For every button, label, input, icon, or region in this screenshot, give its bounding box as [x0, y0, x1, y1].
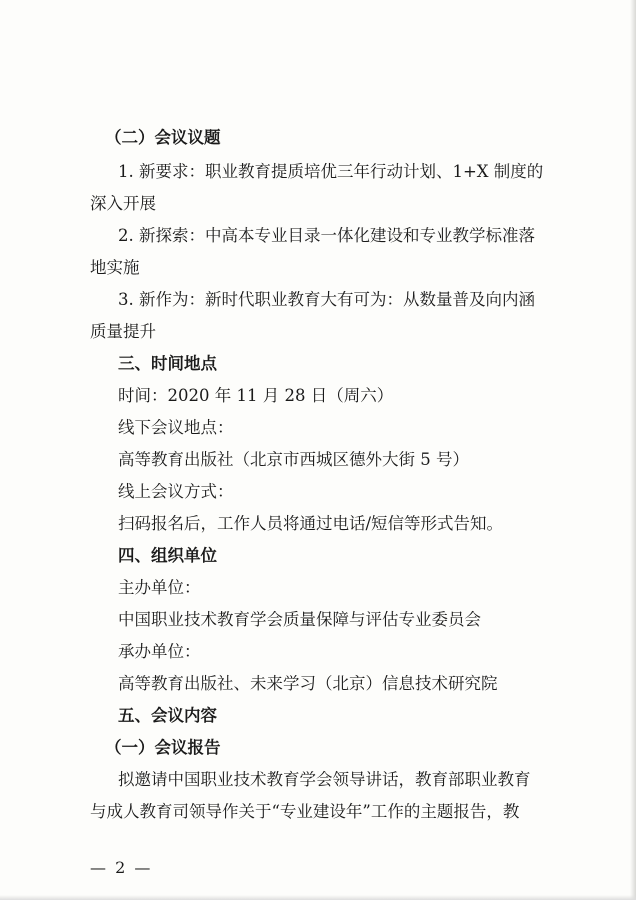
host-unit: 中国职业技术教育学会质量保障与评估专业委员会	[118, 610, 481, 629]
online-method: 扫码报名后，工作人员将通过电话/短信等形式告知。	[118, 514, 504, 533]
topic-item-1-line-2: 深入开展	[90, 194, 156, 213]
organizer-label: 承办单位：	[118, 642, 201, 661]
meeting-time: 时间：2020 年 11 月 28 日（周六）	[118, 386, 394, 405]
offline-location-label: 线下会议地点：	[118, 418, 234, 437]
topic-item-2-line-2: 地实施	[90, 258, 140, 277]
online-method-label: 线上会议方式：	[118, 482, 234, 501]
topic-item-1-line-1: 1. 新要求：职业教育提质培优三年行动计划、1+X 制度的	[118, 162, 544, 181]
scan-bottom-shadow	[0, 895, 636, 900]
topics-heading: （二）会议议题	[105, 128, 221, 147]
host-label: 主办单位：	[118, 578, 201, 597]
page-number: — 2 —	[90, 858, 153, 877]
topic-item-3-line-2: 质量提升	[90, 322, 156, 341]
report-paragraph-line-2: 与成人教育司领导作关于“专业建设年”工作的主题报告，教	[90, 802, 520, 821]
offline-location: 高等教育出版社（北京市西城区德外大街 5 号）	[118, 450, 469, 469]
topic-item-2-line-1: 2. 新探索：中高本专业目录一体化建设和专业教学标准落	[118, 226, 535, 245]
content-heading: 五、会议内容	[118, 706, 217, 725]
report-subheading: （一）会议报告	[105, 738, 221, 757]
organizers-heading: 四、组织单位	[118, 546, 217, 565]
scan-edge-shadow	[630, 0, 636, 900]
time-place-heading: 三、时间地点	[118, 354, 217, 373]
topic-item-3-line-1: 3. 新作为：新时代职业教育大有可为：从数量普及向内涵	[118, 290, 535, 309]
report-paragraph-line-1: 拟邀请中国职业技术教育学会领导讲话，教育部职业教育	[118, 770, 531, 789]
organizer-unit: 高等教育出版社、未来学习（北京）信息技术研究院	[118, 674, 498, 693]
